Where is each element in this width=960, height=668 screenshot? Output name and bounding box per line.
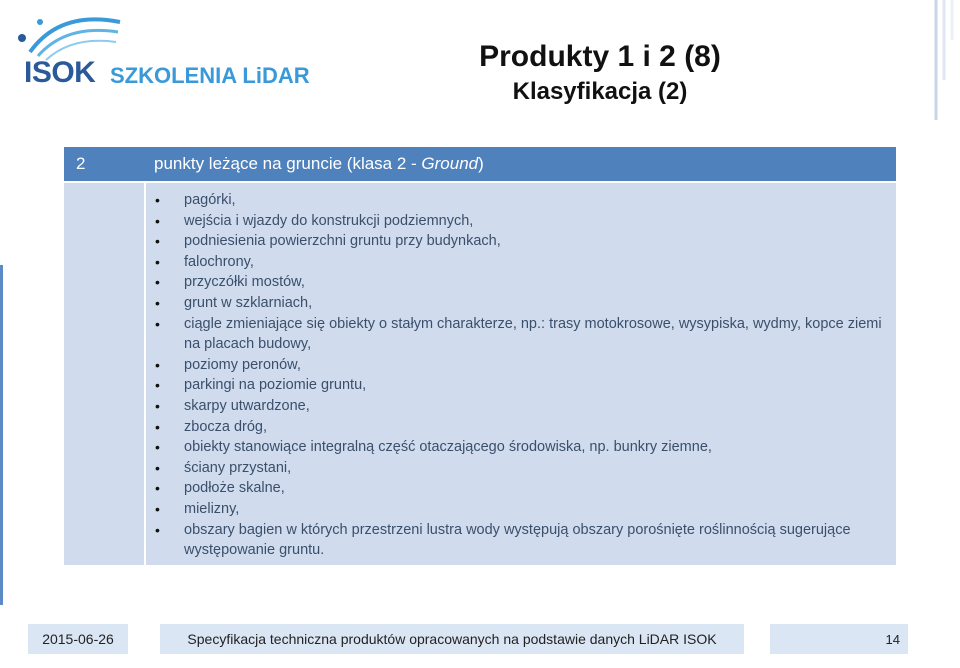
list-item: • przyczółki mostów, — [146, 272, 896, 293]
list-item: • podłoże skalne, — [146, 478, 896, 499]
list-item: • mielizny, — [146, 499, 896, 520]
footer-date: 2015-06-26 — [28, 624, 128, 654]
list-item: • ściany przystani, — [146, 458, 896, 479]
list-item: • poziomy peronów, — [146, 355, 896, 376]
header-prefix: punkty leżące na gruncie (klasa 2 - — [154, 154, 422, 173]
bullet-list — [146, 190, 896, 561]
list-item: • podniesienia powierzchni gruntu przy budynkach, — [146, 231, 896, 252]
class-number: 2 — [76, 154, 86, 173]
classification-table — [64, 147, 896, 565]
list-item: • obiekty stanowiące integralną część otaczającego środowiska, np. bunkry ziemne, — [146, 437, 896, 458]
logo-isok-text: ISOK — [24, 56, 96, 89]
header-italic: Ground — [421, 154, 479, 173]
list-item: • obszary bagien w których przestrzeni lustra wody występują obszary porośnięte roślinnością sugerujące występowanie gruntu. — [146, 520, 896, 561]
list-item: • falochrony, — [146, 252, 896, 273]
corner-decoration — [930, 0, 960, 120]
list-item: • pagórki, — [146, 190, 896, 211]
class-header-text — [154, 154, 484, 174]
footer-spec-title: Specyfikacja techniczna produktów opracowanych na podstawie danych LiDAR ISOK — [160, 624, 744, 654]
table-header — [64, 147, 896, 181]
list-item: • parkingi na poziomie gruntu, — [146, 375, 896, 396]
list-item: • wejścia i wjazdy do konstrukcji podziemnych, — [146, 211, 896, 232]
list-item: • ciągle zmieniające się obiekty o stałym charakterze, np.: trasy motokrosowe, wysypiska, wydmy, kopce ziemi na placach budowy, — [146, 314, 896, 355]
table-cell-number — [64, 183, 144, 565]
logo-szkolenia-text: SZKOLENIA LiDAR — [110, 63, 310, 88]
header-suffix: ) — [478, 154, 484, 173]
list-item: • skarpy utwardzone, — [146, 396, 896, 417]
slide-title: Produkty 1 i 2 (8) — [479, 40, 721, 73]
table-cell-items — [146, 183, 896, 565]
table-body — [64, 183, 896, 565]
isok-logo — [0, 0, 330, 110]
footer-page-number: 14 — [770, 624, 908, 654]
list-item: • grunt w szklarniach, — [146, 293, 896, 314]
slide-subtitle: Klasyfikacja (2) — [512, 78, 688, 105]
left-accent-stripe — [0, 265, 3, 605]
list-item: • zbocza dróg, — [146, 417, 896, 438]
